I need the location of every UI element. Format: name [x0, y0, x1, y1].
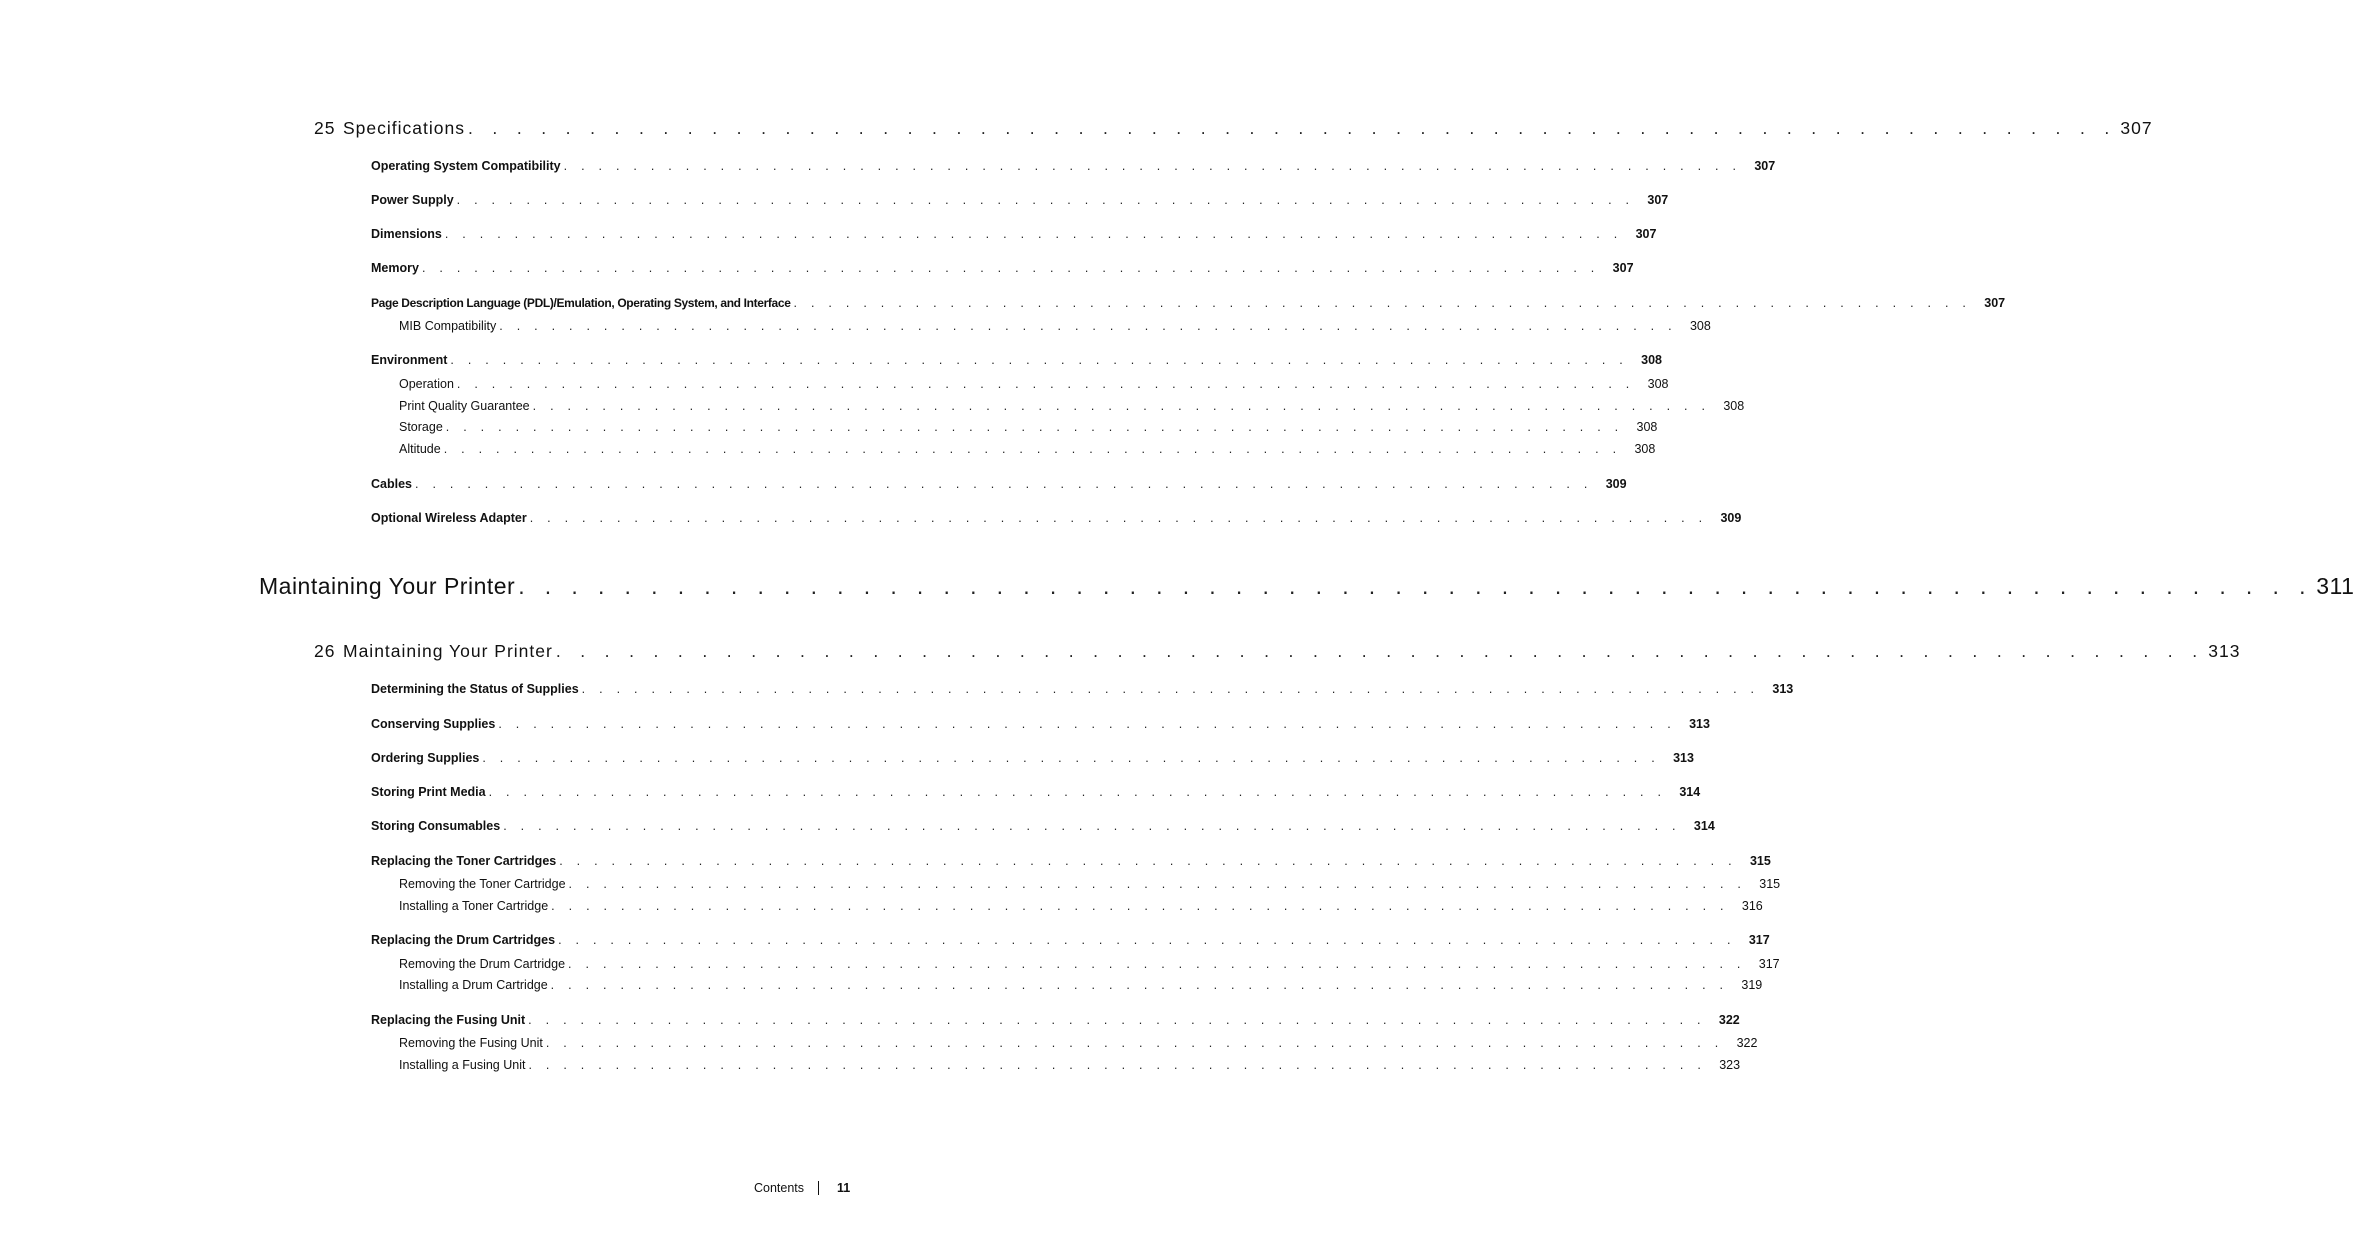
toc-section[interactable]: Replacing the Drum Cartridges . . . . . . . . . . . . . . . . . . . . . . . . . . . . . . . . . . . . . . . . . . . . . . . . . . . . . . . . . . . . . . . . . . . . 317 [371, 933, 1770, 947]
toc-subsection[interactable]: Removing the Fusing Unit . . . . . . . . . . . . . . . . . . . . . . . . . . . . . . . . . . . . . . . . . . . . . . . . . . . . . . . . . . . . . . . . . . . . 322 [399, 1036, 1758, 1050]
toc-section[interactable]: Optional Wireless Adapter . . . . . . . . . . . . . . . . . . . . . . . . . . . . . . . . . . . . . . . . . . . . . . . . . . . . . . . . . . . . . . . . . . . . 309 [371, 511, 1742, 525]
toc-section[interactable]: Storing Print Media . . . . . . . . . . . . . . . . . . . . . . . . . . . . . . . . . . . . . . . . . . . . . . . . . . . . . . . . . . . . . . . . . . . . 314 [371, 785, 1701, 799]
footer-label: Contents [754, 1181, 805, 1195]
dot-leader: . . . . . . . . . . . . . . . . . . . . . . . . . . . . . . . . . . . . . . . . . . . . . . . . . . . . . . . . . . . . . . . . . . . . [467, 118, 2117, 138]
toc-section[interactable]: Power Supply . . . . . . . . . . . . . . . . . . . . . . . . . . . . . . . . . . . . . . . . . . . . . . . . . . . . . . . . . . . . . . . . . . . . 307 [371, 193, 1669, 207]
toc-subsection[interactable]: Removing the Toner Cartridge . . . . . . . . . . . . . . . . . . . . . . . . . . . . . . . . . . . . . . . . . . . . . . . . . . . . . . . . . . . . . . . . . . . . 315 [399, 877, 1781, 891]
toc-subsection[interactable]: Installing a Drum Cartridge . . . . . . . . . . . . . . . . . . . . . . . . . . . . . . . . . . . . . . . . . . . . . . . . . . . . . . . . . . . . . . . . . . . . 319 [399, 978, 1763, 992]
toc-subsection[interactable]: Operation . . . . . . . . . . . . . . . . . . . . . . . . . . . . . . . . . . . . . . . . . . . . . . . . . . . . . . . . . . . . . . . . . . . . 308 [399, 377, 1669, 391]
toc-subsection[interactable]: Altitude . . . . . . . . . . . . . . . . . . . . . . . . . . . . . . . . . . . . . . . . . . . . . . . . . . . . . . . . . . . . . . . . . . . . 308 [399, 442, 1656, 456]
footer-page-number: 11 [837, 1181, 851, 1195]
toc-section[interactable]: Environment . . . . . . . . . . . . . . . . . . . . . . . . . . . . . . . . . . . . . . . . . . . . . . . . . . . . . . . . . . . . . . . . . . . . 308 [371, 353, 1662, 367]
page-footer [754, 1181, 850, 1195]
toc-subsection[interactable]: Installing a Toner Cartridge . . . . . . . . . . . . . . . . . . . . . . . . . . . . . . . . . . . . . . . . . . . . . . . . . . . . . . . . . . . . . . . . . . . . 316 [399, 899, 1763, 913]
toc-subsection[interactable]: Storage . . . . . . . . . . . . . . . . . . . . . . . . . . . . . . . . . . . . . . . . . . . . . . . . . . . . . . . . . . . . . . . . . . . . 308 [399, 420, 1658, 434]
toc-section[interactable]: Cables . . . . . . . . . . . . . . . . . . . . . . . . . . . . . . . . . . . . . . . . . . . . . . . . . . . . . . . . . . . . . . . . . . . . 309 [371, 477, 1627, 491]
toc-section[interactable]: Operating System Compatibility . . . . . . . . . . . . . . . . . . . . . . . . . . . . . . . . . . . . . . . . . . . . . . . . . . . . . . . . . . . . . . . . . . . . 307 [371, 159, 1776, 173]
toc-subsection[interactable]: Removing the Drum Cartridge . . . . . . . . . . . . . . . . . . . . . . . . . . . . . . . . . . . . . . . . . . . . . . . . . . . . . . . . . . . . . . . . . . . . 317 [399, 957, 1780, 971]
toc-section[interactable]: Ordering Supplies . . . . . . . . . . . . . . . . . . . . . . . . . . . . . . . . . . . . . . . . . . . . . . . . . . . . . . . . . . . . . . . . . . . . 313 [371, 751, 1694, 765]
toc-section[interactable]: Determining the Status of Supplies . . . . . . . . . . . . . . . . . . . . . . . . . . . . . . . . . . . . . . . . . . . . . . . . . . . . . . . . . . . . . . . . . . . . 313 [371, 682, 1794, 696]
toc-section[interactable]: Replacing the Toner Cartridges . . . . . . . . . . . . . . . . . . . . . . . . . . . . . . . . . . . . . . . . . . . . . . . . . . . . . . . . . . . . . . . . . . . . 315 [371, 854, 1771, 868]
toc-section[interactable]: Memory . . . . . . . . . . . . . . . . . . . . . . . . . . . . . . . . . . . . . . . . . . . . . . . . . . . . . . . . . . . . . . . . . . . . 307 [371, 261, 1634, 275]
part-title: Maintaining Your Printer [259, 573, 516, 599]
page-number: 313 [2208, 641, 2241, 661]
toc-chapter-26[interactable] [314, 641, 2241, 662]
footer-divider [818, 1181, 819, 1195]
page-number: 311 [2316, 573, 2354, 599]
chapter-title: 26 Maintaining Your Printer [314, 641, 553, 661]
toc-subsection[interactable]: Installing a Fusing Unit . . . . . . . . . . . . . . . . . . . . . . . . . . . . . . . . . . . . . . . . . . . . . . . . . . . . . . . . . . . . . . . . . . . . 323 [399, 1058, 1741, 1072]
toc-section[interactable]: Conserving Supplies . . . . . . . . . . . . . . . . . . . . . . . . . . . . . . . . . . . . . . . . . . . . . . . . . . . . . . . . . . . . . . . . . . . . 313 [371, 717, 1710, 731]
page-number: 307 [2120, 118, 2153, 138]
toc-section[interactable]: Dimensions . . . . . . . . . . . . . . . . . . . . . . . . . . . . . . . . . . . . . . . . . . . . . . . . . . . . . . . . . . . . . . . . . . . . 307 [371, 227, 1657, 241]
toc-section[interactable]: Storing Consumables . . . . . . . . . . . . . . . . . . . . . . . . . . . . . . . . . . . . . . . . . . . . . . . . . . . . . . . . . . . . . . . . . . . . 314 [371, 819, 1715, 833]
toc-part-heading[interactable] [259, 573, 2354, 600]
toc-section[interactable]: Page Description Language (PDL)/Emulation, Operating System, and Interface . . . . . . . . . . . . . . . . . . . . . . . . . . . . . . . . . . . . . . . . . . . . . . . . . . . . . . . . . . . . . . . . . . . . 307 [371, 296, 2006, 310]
dot-leader: . . . . . . . . . . . . . . . . . . . . . . . . . . . . . . . . . . . . . . . . . . . . . . . . . . . . . . . . . . . . . . . . . . . . [518, 573, 2313, 599]
chapter-title: 25 Specifications [314, 118, 465, 138]
toc-subsection[interactable]: MIB Compatibility . . . . . . . . . . . . . . . . . . . . . . . . . . . . . . . . . . . . . . . . . . . . . . . . . . . . . . . . . . . . . . . . . . . . 308 [399, 319, 1711, 333]
toc-section[interactable]: Replacing the Fusing Unit . . . . . . . . . . . . . . . . . . . . . . . . . . . . . . . . . . . . . . . . . . . . . . . . . . . . . . . . . . . . . . . . . . . . 322 [371, 1013, 1740, 1027]
toc-chapter-25[interactable] [314, 118, 2153, 139]
dot-leader: . . . . . . . . . . . . . . . . . . . . . . . . . . . . . . . . . . . . . . . . . . . . . . . . . . . . . . . . . . . . . . . . . . . . [555, 641, 2205, 661]
toc-subsection[interactable]: Print Quality Guarantee . . . . . . . . . . . . . . . . . . . . . . . . . . . . . . . . . . . . . . . . . . . . . . . . . . . . . . . . . . . . . . . . . . . . 308 [399, 399, 1745, 413]
